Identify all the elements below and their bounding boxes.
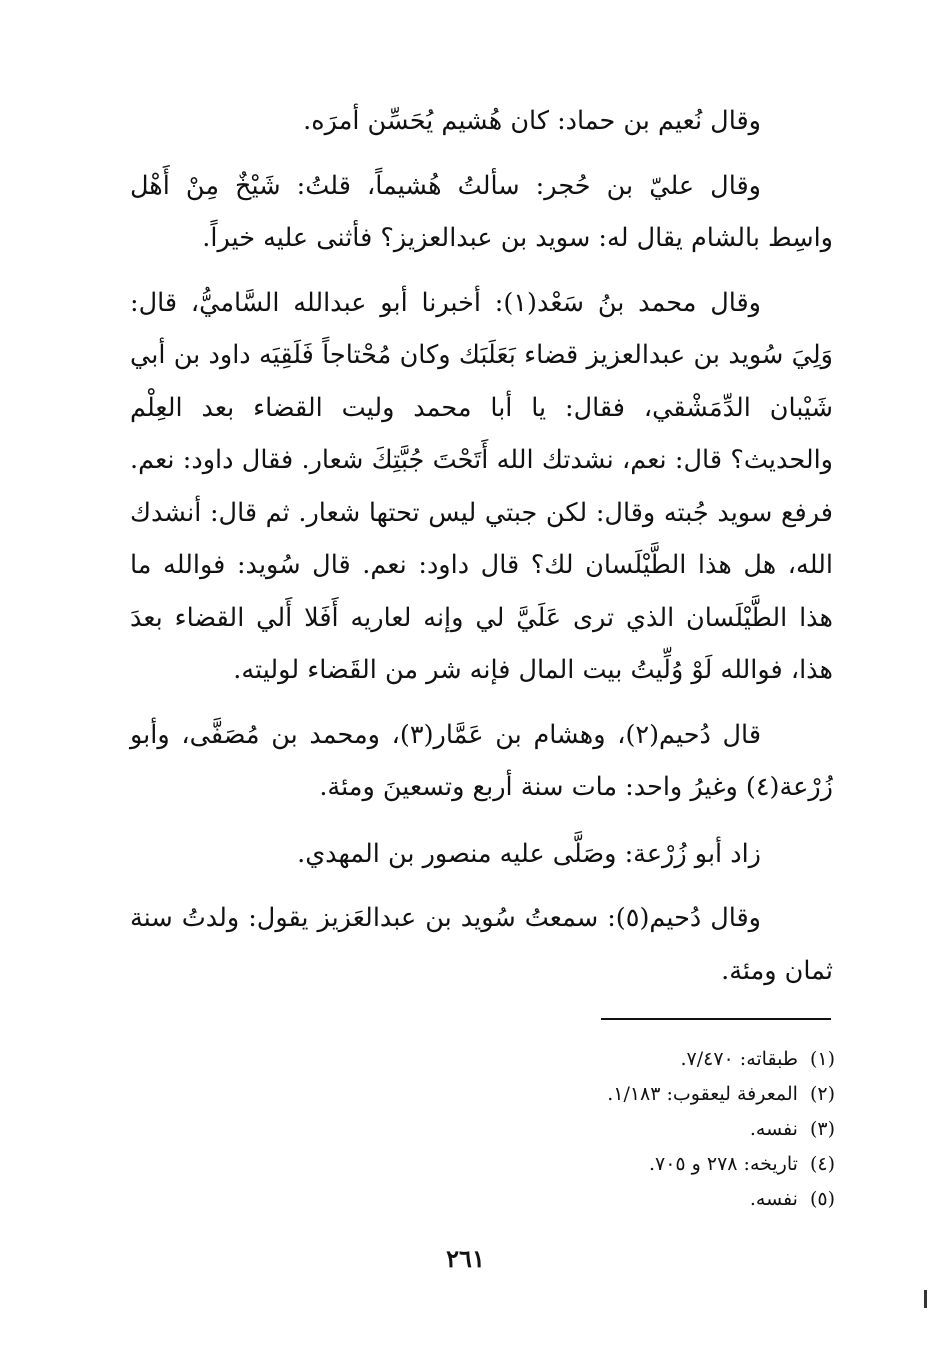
- footnote-text: طبقاته: ٧/٤٧٠.: [680, 1048, 798, 1070]
- page-number: ٢٦١: [446, 1244, 485, 1273]
- footnote-text: نفسه.: [749, 1118, 798, 1140]
- footnote-number: (٢): [809, 1083, 835, 1105]
- footnote-1: [435, 1042, 835, 1077]
- footnote-divider: [601, 1018, 831, 1020]
- footnote-text: المعرفة ليعقوب: ١/١٨٣.: [607, 1083, 798, 1105]
- footnotes: [435, 1042, 835, 1217]
- footnote-number: (٣): [809, 1118, 835, 1140]
- paragraph-3: وقال محمد بنُ سَعْد(١): أخبرنا أبو عبدالله السَّاميُّ، قال: وَلِيَ سُويد بن عبدالعزيز قضاء بَعَلَبَك وكان مُحْتاجاً فَلَقِيَه داود بن أبي شَيْبان الدِّمَشْقي، فقال: يا أبا محمد وليت القضاء بعد العِلْم والحديث؟ قال: نعم، نشدتك الله أَتَحْتَ جُبَّتِكَ شعار. فقال داود: نعم. فرفع سويد جُبته وقال: لكن جبتي ليس تحتها شعار. ثم قال: أنشدك الله، هل هذا الطَّيْلَسان لك؟ قال داود: نعم. قال سُويد: فوالله ما هذا الطَّيْلَسان الذي ترى عَلَيَّ لي وإنه لعاريه أَفَلا أَلي القضاء بعدَ هذا، فوالله لَوْ وُلِّيتُ بيت المال فإنه شر من القَضاء لوليته.: [130, 287, 833, 685]
- footnote-2: [435, 1077, 835, 1112]
- paragraph-1: وقال نُعيم بن حماد: كان هُشيم يُحَسِّن أمرَه.: [303, 106, 761, 136]
- paragraph-2: وقال عليّ بن حُجر: سألتُ هُشيماً، قلتُ: شَيْخٌ مِنْ أَهْل واسِط بالشام يقال له: سويد بن عبدالعزيز؟ فأثنى عليه خيراً.: [130, 170, 833, 253]
- scan-edge-mark: [924, 1290, 927, 1308]
- footnote-text: نفسه.: [749, 1188, 798, 1210]
- footnote-number: (٤): [809, 1153, 835, 1175]
- footnote-3: [435, 1112, 835, 1147]
- footnote-number: (٥): [809, 1188, 835, 1210]
- footnote-number: (١): [809, 1048, 835, 1070]
- footnote-4: [435, 1147, 835, 1182]
- footnote-text: تاريخه: ٢٧٨ و ٧٠٥.: [648, 1153, 798, 1175]
- paragraph-5: زاد أبو زُرْعة: وصَلَّى عليه منصور بن المهدي.: [297, 838, 761, 869]
- paragraph-6: وقال دُحيم(٥): سمعتُ سُويد بن عبدالعَزيز يقول: ولدتُ سنة ثمان ومئة.: [130, 903, 833, 986]
- footnote-5: [435, 1182, 835, 1217]
- main-text: [130, 95, 833, 1009]
- paragraph-4: قال دُحيم(٢)، وهشام بن عَمَّار(٣)، ومحمد بن مُصَفَّى، وأبو زُرْعة(٤) وغيرُ واحد: مات سنة أربع وتسعينَ ومئة.: [130, 719, 833, 802]
